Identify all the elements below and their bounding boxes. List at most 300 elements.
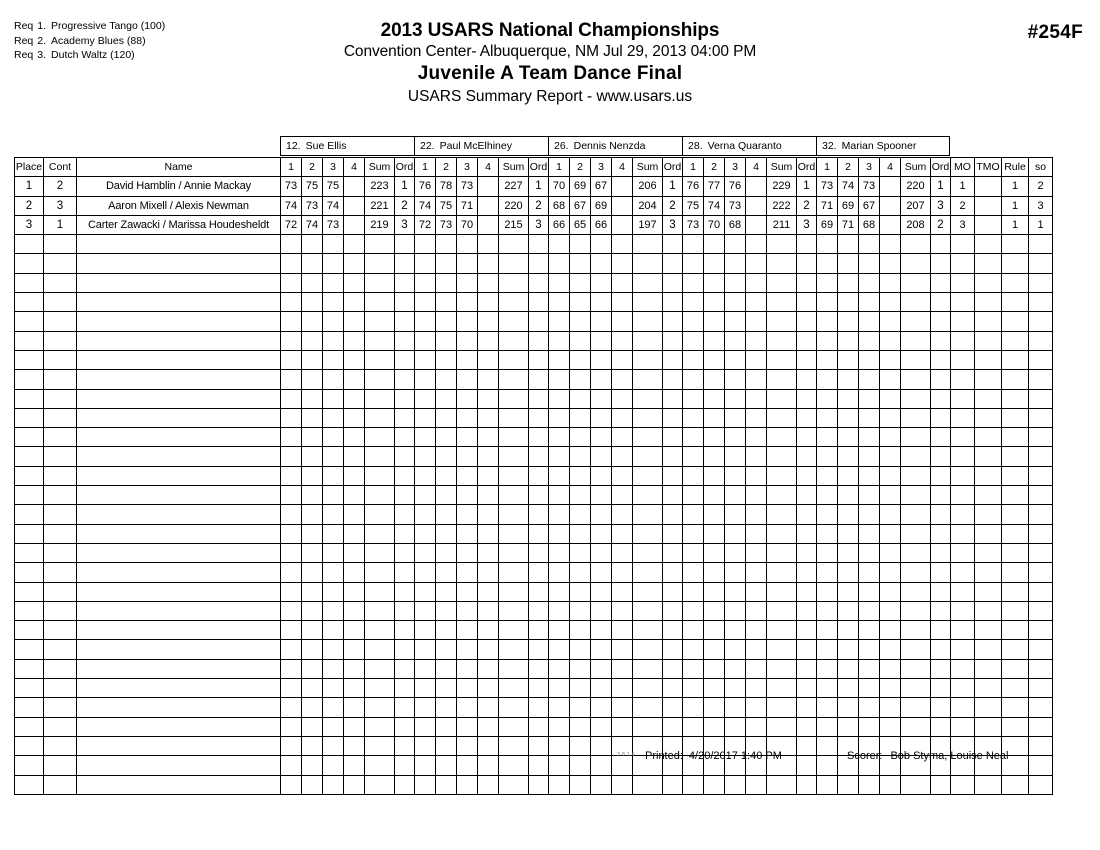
cell-judge-score (725, 235, 746, 254)
header-sum: Sum (901, 158, 931, 177)
table-row-empty[interactable] (15, 486, 1053, 505)
table-row-empty[interactable] (15, 505, 1053, 524)
cell-judge-score (746, 408, 767, 427)
cell-judge-sum: 206 (633, 177, 663, 196)
cell-judge-score (478, 196, 499, 215)
cell-judge-ord (395, 447, 415, 466)
cell-judge-score (612, 698, 633, 717)
cell-judge-score (880, 273, 901, 292)
cell-judge-sum (901, 389, 931, 408)
cell-name (77, 505, 281, 524)
cell-judge-score (570, 601, 591, 620)
cell-cont (44, 621, 77, 640)
cell-judge-score (683, 775, 704, 794)
cell-judge-sum (633, 679, 663, 698)
cell-judge-sum (767, 698, 797, 717)
cell-place (15, 679, 44, 698)
cell-judge-ord (797, 408, 817, 427)
cell-judge-score (591, 717, 612, 736)
cell-judge-sum (365, 563, 395, 582)
cell-judge-score: 65 (570, 215, 591, 234)
cell-cont (44, 698, 77, 717)
cell-judge-score (302, 350, 323, 369)
table-row-empty[interactable] (15, 408, 1053, 427)
cell-judge-sum: 219 (365, 215, 395, 234)
cell-judge-sum (901, 505, 931, 524)
cell-so (1029, 428, 1053, 447)
cell-judge-ord: 1 (395, 177, 415, 196)
cell-judge-score: 66 (549, 215, 570, 234)
cell-name (77, 293, 281, 312)
header-score-3: 3 (323, 158, 344, 177)
table-row-empty[interactable] (15, 370, 1053, 389)
cell-judge-score: 75 (683, 196, 704, 215)
cell-judge-score (457, 717, 478, 736)
cell-judge-score (436, 273, 457, 292)
table-row-empty[interactable] (15, 331, 1053, 350)
cell-judge-sum: 207 (901, 196, 931, 215)
table-row-empty[interactable] (15, 543, 1053, 562)
cell-cont: 3 (44, 196, 77, 215)
cell-judge-ord (797, 717, 817, 736)
cell-judge-score: 74 (281, 196, 302, 215)
header-score-3: 3 (859, 158, 880, 177)
cell-name (77, 717, 281, 736)
cell-judge-score (612, 563, 633, 582)
cell-judge-score (344, 177, 365, 196)
cell-tmo (975, 621, 1002, 640)
cell-judge-score (436, 389, 457, 408)
cell-judge-score (725, 389, 746, 408)
cell-judge-sum (365, 601, 395, 620)
header-ord: Ord (797, 158, 817, 177)
cell-judge-score (746, 466, 767, 485)
cell-judge-ord: 3 (931, 196, 951, 215)
cell-judge-score (570, 331, 591, 350)
cell-judge-ord (663, 717, 683, 736)
table-row-empty[interactable] (15, 254, 1053, 273)
cell-judge-ord: 3 (663, 215, 683, 234)
table-row-empty[interactable] (15, 293, 1053, 312)
table-row-empty[interactable] (15, 621, 1053, 640)
cell-judge-score (302, 543, 323, 562)
cell-judge-score (478, 601, 499, 620)
cell-judge-ord (663, 601, 683, 620)
cell-judge-score (859, 350, 880, 369)
cell-judge-score (549, 775, 570, 794)
cell-cont (44, 679, 77, 698)
header-sum: Sum (767, 158, 797, 177)
cell-judge-ord (797, 659, 817, 678)
cell-judge-score (859, 601, 880, 620)
cell-judge-score (859, 563, 880, 582)
cell-judge-score (725, 331, 746, 350)
cell-judge-score: 76 (683, 177, 704, 196)
cell-judge-sum (901, 601, 931, 620)
cell-judge-score (344, 659, 365, 678)
cell-judge-sum (499, 582, 529, 601)
cell-judge-score (436, 640, 457, 659)
cell-judge-score (859, 505, 880, 524)
cell-rule (1002, 659, 1029, 678)
cell-judge-score (415, 447, 436, 466)
cell-name (77, 582, 281, 601)
cell-judge-score (704, 543, 725, 562)
cell-judge-score (302, 331, 323, 350)
cell-rule (1002, 679, 1029, 698)
cell-judge-score (746, 312, 767, 331)
cell-judge-score (704, 254, 725, 273)
table-row-empty[interactable] (15, 524, 1053, 543)
cell-judge-score (612, 293, 633, 312)
cell-tmo (975, 350, 1002, 369)
cell-judge-score (478, 254, 499, 273)
cell-judge-sum (365, 640, 395, 659)
cell-judge-score (323, 293, 344, 312)
cell-judge-score (549, 640, 570, 659)
cell-judge-score (323, 505, 344, 524)
table-row-empty[interactable] (15, 659, 1053, 678)
cell-judge-score (725, 543, 746, 562)
cell-judge-score (704, 505, 725, 524)
cell-judge-ord (529, 293, 549, 312)
table-row-empty[interactable] (15, 563, 1053, 582)
cell-judge-score (591, 293, 612, 312)
cell-judge-score (436, 775, 457, 794)
cell-place (15, 447, 44, 466)
table-row-empty[interactable] (15, 640, 1053, 659)
cell-judge-score (323, 389, 344, 408)
cell-judge-ord (529, 698, 549, 717)
cell-judge-score (591, 466, 612, 485)
cell-judge-score (549, 235, 570, 254)
cell-judge-score (323, 370, 344, 389)
cell-mo: 3 (951, 215, 975, 234)
cell-judge-score (478, 698, 499, 717)
cell-judge-score (591, 775, 612, 794)
cell-name (77, 447, 281, 466)
cell-judge-ord (931, 408, 951, 427)
cell-cont (44, 543, 77, 562)
cell-judge-sum (901, 582, 931, 601)
cell-judge-score (859, 273, 880, 292)
cell-judge-score: 76 (725, 177, 746, 196)
cell-judge-sum (365, 505, 395, 524)
cell-judge-score (323, 659, 344, 678)
cell-judge-score (323, 447, 344, 466)
judge-header-cell (682, 136, 816, 156)
printed-label-text: Printed: (645, 750, 683, 762)
cell-judge-score (683, 505, 704, 524)
cell-judge-sum (633, 659, 663, 678)
cell-judge-sum (499, 698, 529, 717)
cell-judge-sum (633, 582, 663, 601)
cell-judge-ord (529, 447, 549, 466)
cell-judge-ord (529, 486, 549, 505)
cell-judge-score (683, 293, 704, 312)
table-row-empty[interactable] (15, 717, 1053, 736)
cell-judge-sum (901, 621, 931, 640)
cell-judge-ord (529, 775, 549, 794)
cell-tmo (975, 543, 1002, 562)
cell-judge-score (591, 273, 612, 292)
cell-judge-score (344, 621, 365, 640)
cell-judge-score (683, 331, 704, 350)
cell-judge-score (683, 312, 704, 331)
table-row[interactable] (15, 215, 1053, 234)
cell-mo (951, 679, 975, 698)
cell-judge-sum (633, 505, 663, 524)
cell-place (15, 698, 44, 717)
cell-judge-score (704, 582, 725, 601)
cell-judge-score (457, 370, 478, 389)
cell-judge-score (817, 698, 838, 717)
cell-place (15, 563, 44, 582)
cell-judge-score (344, 235, 365, 254)
cell-judge-score (591, 621, 612, 640)
table-row-empty[interactable] (15, 582, 1053, 601)
cell-judge-ord: 1 (931, 177, 951, 196)
cell-rule (1002, 563, 1029, 582)
cell-judge-score (323, 543, 344, 562)
cell-judge-score (591, 679, 612, 698)
table-row-empty[interactable] (15, 273, 1053, 292)
cell-judge-score (612, 524, 633, 543)
cell-rule (1002, 350, 1029, 369)
cell-name: David Hamblin / Annie Mackay (77, 177, 281, 196)
cell-judge-score (344, 196, 365, 215)
cell-judge-score (859, 582, 880, 601)
cell-judge-ord (529, 582, 549, 601)
cell-judge-sum (365, 273, 395, 292)
cell-judge-ord (663, 428, 683, 447)
cell-judge-ord (395, 524, 415, 543)
cell-judge-sum (633, 543, 663, 562)
cell-so: 1 (1029, 215, 1053, 234)
cell-judge-score (880, 601, 901, 620)
cell-so (1029, 254, 1053, 273)
cell-name (77, 486, 281, 505)
cell-judge-score (683, 350, 704, 369)
cell-judge-sum (499, 717, 529, 736)
scorer-names: Bob Styma, Louise Neal (890, 750, 1009, 762)
cell-judge-score (457, 254, 478, 273)
cell-judge-score: 78 (436, 177, 457, 196)
table-row-empty[interactable] (15, 350, 1053, 369)
cell-judge-ord (395, 466, 415, 485)
cell-judge-score (415, 775, 436, 794)
cell-judge-score (838, 679, 859, 698)
cell-judge-score (817, 447, 838, 466)
cell-mo (951, 447, 975, 466)
cell-judge-score (612, 640, 633, 659)
cell-rule (1002, 370, 1029, 389)
header-score-2: 2 (570, 158, 591, 177)
cell-mo (951, 254, 975, 273)
cell-cont (44, 505, 77, 524)
event-title: Juvenile A Team Dance Final (417, 63, 683, 84)
cell-judge-score (549, 543, 570, 562)
table-row-empty[interactable] (15, 447, 1053, 466)
cell-so (1029, 447, 1053, 466)
cell-judge-score (415, 582, 436, 601)
cell-judge-ord (395, 601, 415, 620)
cell-judge-score (838, 640, 859, 659)
table-row-empty[interactable] (15, 235, 1053, 254)
cell-judge-score (817, 640, 838, 659)
cell-judge-score (880, 466, 901, 485)
cell-judge-score (838, 273, 859, 292)
cell-judge-score (549, 698, 570, 717)
cell-judge-score (415, 466, 436, 485)
cell-judge-score (725, 640, 746, 659)
cell-judge-score: 73 (817, 177, 838, 196)
cell-judge-score (683, 486, 704, 505)
table-row-empty[interactable] (15, 679, 1053, 698)
table-row-empty[interactable] (15, 466, 1053, 485)
cell-judge-score (549, 466, 570, 485)
cell-judge-score (478, 466, 499, 485)
header-score-3: 3 (457, 158, 478, 177)
cell-cont (44, 389, 77, 408)
table-row-empty[interactable] (15, 428, 1053, 447)
cell-judge-score (746, 563, 767, 582)
cell-rule (1002, 254, 1029, 273)
cell-judge-score (817, 524, 838, 543)
cell-judge-score (683, 428, 704, 447)
cell-judge-score (344, 717, 365, 736)
cell-judge-sum (901, 312, 931, 331)
cell-judge-ord (529, 273, 549, 292)
cell-judge-score (457, 775, 478, 794)
cell-judge-sum (633, 524, 663, 543)
cell-judge-sum (365, 698, 395, 717)
table-row-empty[interactable] (15, 775, 1053, 794)
meet-location-line: Convention Center- Albuquerque, NM Jul 29, 2013 04:00 PM (343, 43, 757, 60)
cell-judge-score (281, 312, 302, 331)
cell-judge-score (344, 312, 365, 331)
cell-judge-score (746, 235, 767, 254)
cell-judge-score (817, 601, 838, 620)
cell-judge-score: 68 (549, 196, 570, 215)
cell-judge-score (817, 679, 838, 698)
cell-judge-score (838, 408, 859, 427)
cell-judge-score (612, 408, 633, 427)
cell-judge-score: 72 (281, 215, 302, 234)
table-row-empty[interactable] (15, 389, 1053, 408)
header-score-4: 4 (478, 158, 499, 177)
cell-judge-sum (499, 543, 529, 562)
cell-judge-score (415, 331, 436, 350)
cell-judge-score: 71 (838, 215, 859, 234)
cell-judge-score (683, 370, 704, 389)
cell-judge-ord (931, 621, 951, 640)
cell-judge-ord (797, 543, 817, 562)
cell-judge-score (478, 293, 499, 312)
cell-judge-sum (633, 312, 663, 331)
cell-mo: 2 (951, 196, 975, 215)
cell-judge-score (478, 177, 499, 196)
table-row-empty[interactable] (15, 601, 1053, 620)
cell-judge-ord (395, 428, 415, 447)
cell-judge-sum (499, 350, 529, 369)
cell-judge-sum (767, 350, 797, 369)
cell-judge-score: 68 (859, 215, 880, 234)
cell-mo (951, 601, 975, 620)
cell-place (15, 486, 44, 505)
cell-judge-score (704, 312, 725, 331)
cell-judge-score (344, 331, 365, 350)
cell-judge-ord (395, 659, 415, 678)
cell-judge-score: 69 (570, 177, 591, 196)
cell-judge-score (838, 447, 859, 466)
cell-judge-sum (633, 273, 663, 292)
cell-judge-score (725, 486, 746, 505)
cell-judge-ord (797, 698, 817, 717)
cell-judge-sum (633, 331, 663, 350)
table-row-empty[interactable] (15, 698, 1053, 717)
cell-rule (1002, 582, 1029, 601)
cell-judge-score (570, 582, 591, 601)
cell-judge-ord (395, 389, 415, 408)
cell-name (77, 389, 281, 408)
report-footer (0, 750, 1100, 768)
cell-judge-score (570, 350, 591, 369)
table-row-empty[interactable] (15, 312, 1053, 331)
table-row[interactable] (15, 196, 1053, 215)
cell-judge-score (344, 775, 365, 794)
cell-judge-score (725, 505, 746, 524)
cell-judge-score (570, 389, 591, 408)
table-row[interactable] (15, 177, 1053, 196)
cell-judge-score (436, 679, 457, 698)
cell-judge-score (880, 370, 901, 389)
cell-judge-ord (663, 640, 683, 659)
cell-judge-score (838, 389, 859, 408)
cell-judge-score (683, 235, 704, 254)
cell-so: 2 (1029, 177, 1053, 196)
cell-place (15, 312, 44, 331)
cell-judge-score: 74 (838, 177, 859, 196)
cell-judge-score (612, 215, 633, 234)
cell-judge-sum (901, 486, 931, 505)
cell-judge-score (746, 177, 767, 196)
cell-judge-score (549, 254, 570, 273)
judge-name: Verna Quaranto (707, 140, 782, 152)
cell-judge-score (415, 524, 436, 543)
cell-judge-sum (499, 640, 529, 659)
cell-so (1029, 408, 1053, 427)
cell-rule (1002, 389, 1029, 408)
cell-judge-ord (395, 350, 415, 369)
cell-tmo (975, 177, 1002, 196)
cell-judge-score (880, 543, 901, 562)
cell-judge-ord (529, 621, 549, 640)
cell-judge-sum (767, 466, 797, 485)
cell-judge-ord (797, 582, 817, 601)
cell-judge-score (817, 466, 838, 485)
cell-judge-score (415, 408, 436, 427)
cell-cont (44, 447, 77, 466)
cell-judge-score (281, 524, 302, 543)
cell-judge-score (436, 601, 457, 620)
cell-judge-score (549, 447, 570, 466)
cell-judge-score (436, 621, 457, 640)
cell-judge-score (683, 389, 704, 408)
cell-judge-score (302, 659, 323, 678)
cell-judge-sum (499, 428, 529, 447)
cell-judge-ord (931, 254, 951, 273)
